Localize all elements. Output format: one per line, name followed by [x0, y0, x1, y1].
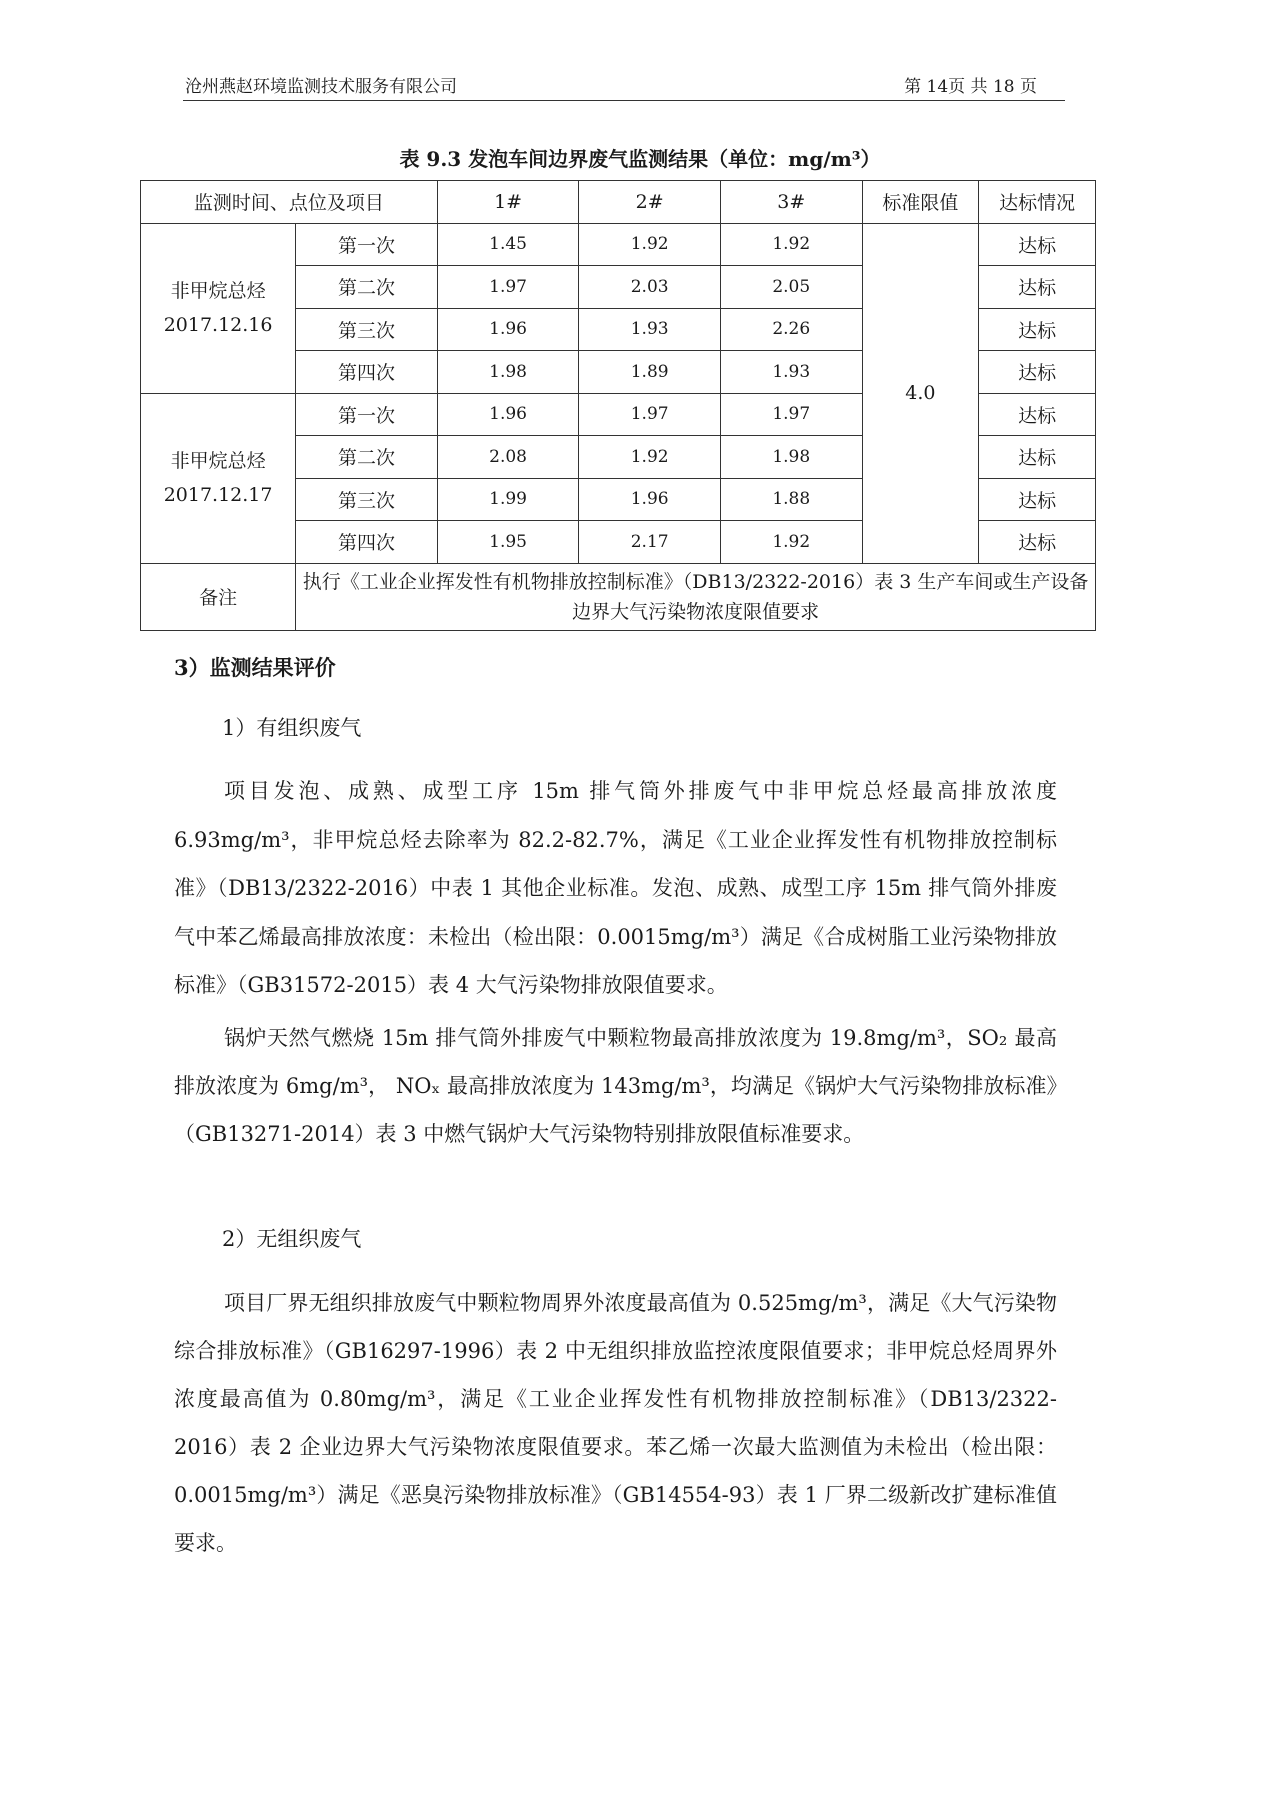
count-cell: 第三次 [296, 478, 438, 521]
value-cell: 2.03 [579, 266, 721, 309]
value-cell: 1.96 [437, 393, 579, 436]
standard-limit-cell: 4.0 [862, 223, 979, 563]
value-cell: 1.88 [720, 478, 862, 521]
count-cell: 第二次 [296, 436, 438, 479]
value-cell: 1.98 [437, 351, 579, 394]
table-note-row [141, 563, 1096, 630]
column-header: 标准限值 [862, 181, 979, 224]
value-cell: 1.93 [579, 308, 721, 351]
count-cell: 第四次 [296, 351, 438, 394]
count-cell: 第一次 [296, 393, 438, 436]
value-cell: 1.97 [579, 393, 721, 436]
value-cell: 1.95 [437, 521, 579, 564]
count-cell: 第一次 [296, 223, 438, 266]
status-cell: 达标 [979, 308, 1096, 351]
page-number: 第 14页 共 18 页 [904, 77, 1037, 97]
group-item-name: 非甲烷总烃 [170, 450, 266, 472]
value-cell: 1.92 [579, 223, 721, 266]
value-cell: 1.99 [437, 478, 579, 521]
table-caption: 表 9.3 发泡车间边界废气监测结果（单位：mg/m³） [399, 147, 881, 171]
table-header-row [141, 181, 1096, 224]
value-cell: 1.45 [437, 223, 579, 266]
count-cell: 第四次 [296, 521, 438, 564]
column-header: 达标情况 [979, 181, 1096, 224]
value-cell: 1.92 [720, 521, 862, 564]
group-cell [141, 393, 296, 563]
value-cell: 2.17 [579, 521, 721, 564]
status-cell: 达标 [979, 478, 1096, 521]
value-cell: 2.08 [437, 436, 579, 479]
column-header: 监测时间、点位及项目 [141, 181, 438, 224]
value-cell: 1.93 [720, 351, 862, 394]
table-row [141, 223, 1096, 266]
value-cell: 1.92 [579, 436, 721, 479]
value-cell: 1.98 [720, 436, 862, 479]
value-cell: 1.96 [437, 308, 579, 351]
section-heading: 3）监测结果评价 [174, 655, 336, 680]
value-cell: 1.96 [579, 478, 721, 521]
subsection-heading: 1）有组织废气 [222, 716, 362, 740]
subsection-heading: 2）无组织废气 [222, 1227, 362, 1251]
column-header: 1# [437, 181, 579, 224]
status-cell: 达标 [979, 266, 1096, 309]
status-cell: 达标 [979, 351, 1096, 394]
monitoring-results-table [140, 180, 1096, 631]
company-name: 沧州燕赵环境监测技术服务有限公司 [185, 77, 457, 97]
group-date: 2017.12.16 [163, 314, 273, 336]
group-item-name: 非甲烷总烃 [170, 280, 266, 302]
note-label: 备注 [141, 563, 296, 630]
count-cell: 第二次 [296, 266, 438, 309]
value-cell: 2.05 [720, 266, 862, 309]
value-cell: 1.89 [579, 351, 721, 394]
count-cell: 第三次 [296, 308, 438, 351]
status-cell: 达标 [979, 393, 1096, 436]
note-text: 执行《工业企业挥发性有机物排放控制标准》（DB13/2322-2016）表 3 生产车间或生产设备边界大气污染物浓度限值要求 [296, 563, 1096, 630]
paragraph: 锅炉天然气燃烧 15m 排气筒外排废气中颗粒物最高排放浓度为 19.8mg/m³，SO₂ 最高排放浓度为 6mg/m³， NOₓ 最高排放浓度为 143mg/m³，均满足《锅炉大气污染物排放标准》（GB13271-2014）表 3 中燃气锅炉大气污染物特别排放限值标准要求。 [174, 1026, 1057, 1146]
column-header: 2# [579, 181, 721, 224]
column-header: 3# [720, 181, 862, 224]
group-date: 2017.12.17 [163, 484, 273, 506]
group-cell [141, 223, 296, 393]
paragraph: 项目厂界无组织排放废气中颗粒物周界外浓度最高值为 0.525mg/m³，满足《大气污染物综合排放标准》（GB16297-1996）表 2 中无组织排放监控浓度限值要求；非甲烷总烃周界外浓度最高值为 0.80mg/m³，满足《工业企业挥发性有机物排放控制标准》（DB13/2322-2016）表 2 企业边界大气污染物浓度限值要求。苯乙烯一次最大监测值为未检出（检出限：0.0015mg/m³）满足《恶臭污染物排放标准》（GB14554-93）表 1 厂界二级新改扩建标准值要求。 [174, 1291, 1057, 1555]
status-cell: 达标 [979, 436, 1096, 479]
paragraph: 项目发泡、成熟、成型工序 15m 排气筒外排废气中非甲烷总烃最高排放浓度 6.93mg/m³，非甲烷总烃去除率为 82.2-82.7%，满足《工业企业挥发性有机物排放控制标准》（DB13/2322-2016）中表 1 其他企业标准。发泡、成熟、成型工序 15m 排气筒外排废气中苯乙烯最高排放浓度：未检出（检出限：0.0015mg/m³）满足《合成树脂工业污染物排放标准》（GB31572-2015）表 4 大气污染物排放限值要求。 [174, 779, 1057, 997]
value-cell: 1.92 [720, 223, 862, 266]
status-cell: 达标 [979, 521, 1096, 564]
status-cell: 达标 [979, 223, 1096, 266]
value-cell: 1.97 [437, 266, 579, 309]
page-header [183, 70, 1065, 101]
value-cell: 1.97 [720, 393, 862, 436]
value-cell: 2.26 [720, 308, 862, 351]
